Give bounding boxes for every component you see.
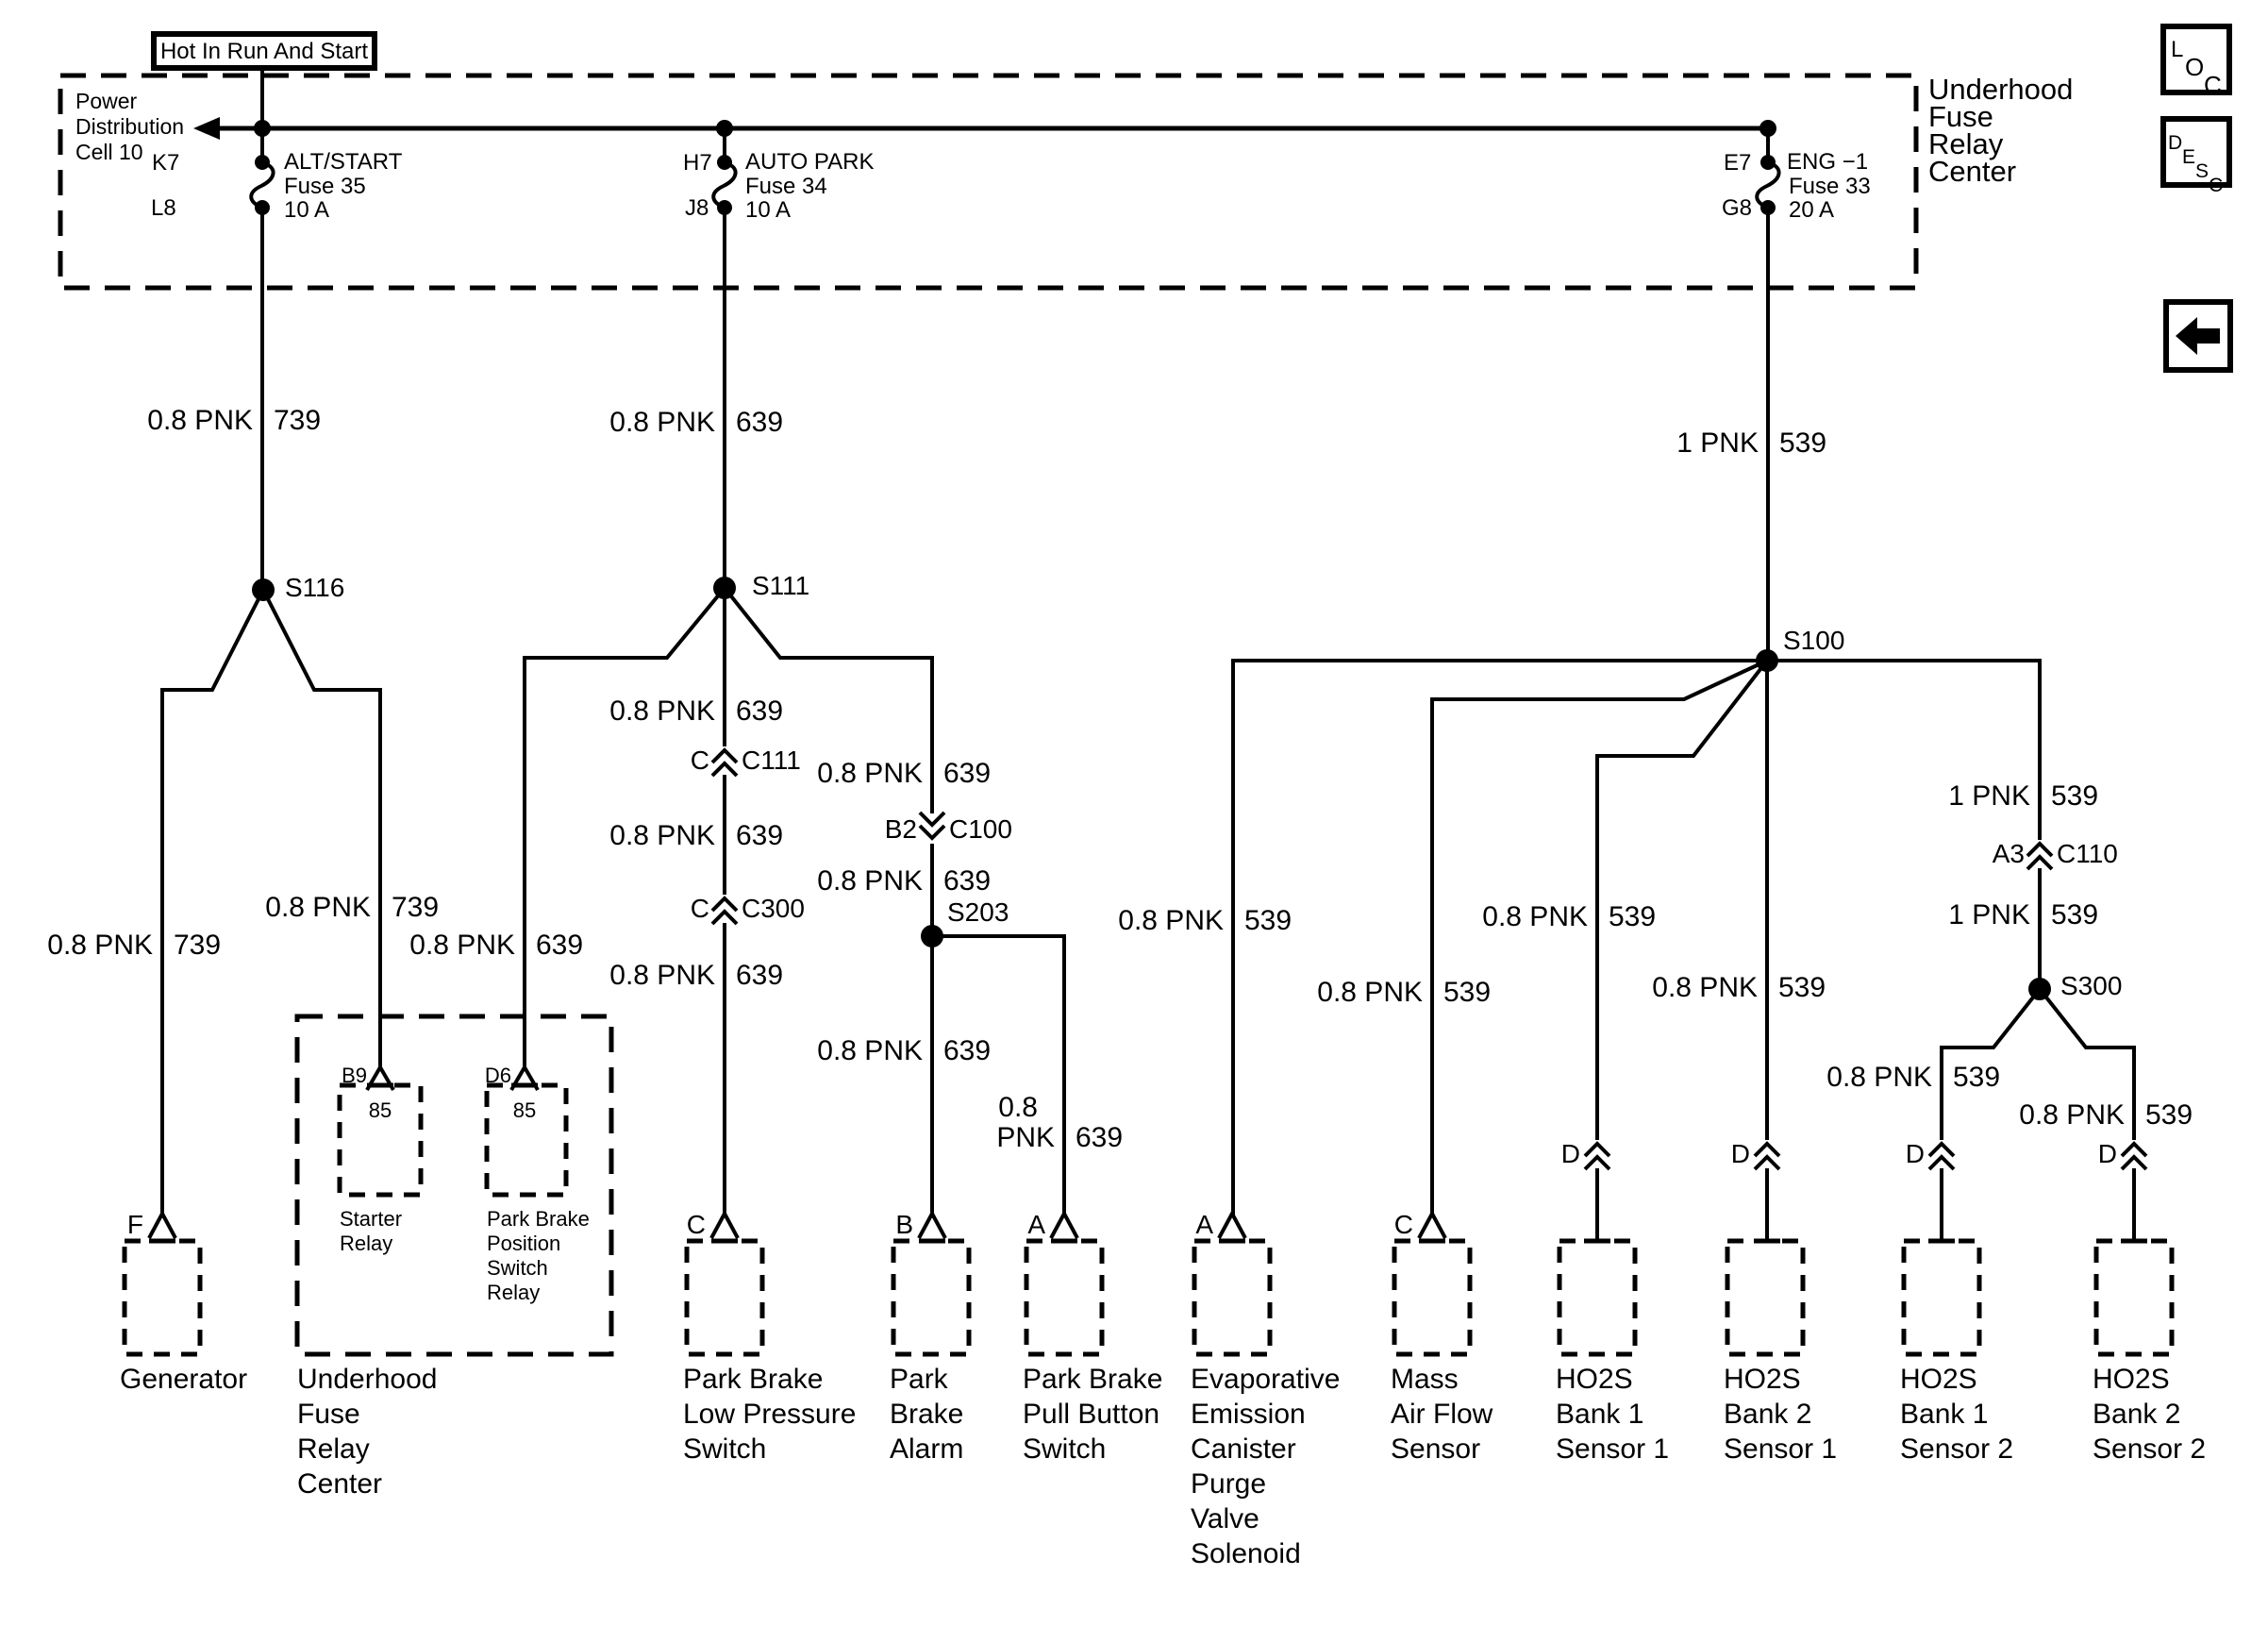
starter-relay-label-line: Relay	[340, 1232, 393, 1255]
ufrc-bottom-label-line: Underhood	[297, 1364, 438, 1395]
alarm-label-line: Park	[890, 1364, 948, 1395]
wire-label: 0.8 PNK	[2019, 1099, 2125, 1131]
junction-dots	[252, 120, 2051, 1000]
pbps-relay-label-line: Relay	[487, 1281, 541, 1304]
fuse1-bottom-pin: L8	[151, 195, 176, 221]
power-distribution-line: Power	[75, 89, 138, 113]
park-brake-pull-button-box	[1026, 1241, 1102, 1354]
fuse3-top-pin: E7	[1724, 150, 1752, 176]
dashed-boxes	[60, 34, 2172, 1354]
ufrc-top-label-line: Center	[1928, 155, 2017, 188]
fuse2-name: AUTO PARK	[745, 149, 875, 175]
starter-relay-terminal: 85	[368, 1098, 392, 1122]
alarm-label-line: Brake	[890, 1399, 964, 1430]
fuse1-rating: 10 A	[284, 197, 330, 223]
pull-button-label-line: Pull Button	[1023, 1399, 1160, 1430]
fuse1-top-pin: K7	[152, 150, 180, 176]
splice-s203-dot	[921, 925, 943, 947]
wire-label: 1 PNK	[1948, 899, 2030, 930]
d-pin-label: D	[2097, 1139, 2117, 1168]
wire-label: 639	[736, 960, 784, 991]
wire-label: PNK	[996, 1122, 1055, 1153]
power-distribution-line: Cell 10	[75, 140, 143, 164]
splice-s300-label: S300	[2060, 971, 2123, 1000]
inline-connectors	[706, 746, 2153, 1169]
pin-chevron-icon	[711, 1214, 738, 1238]
fuse2-id: Fuse 34	[745, 174, 827, 199]
pblp-label-line: Park Brake	[683, 1364, 824, 1395]
splice-s100-label: S100	[1783, 626, 1845, 655]
wire-label: 639	[736, 407, 784, 438]
splice-s111-label: S111	[752, 571, 810, 600]
maf-label-line: Mass	[1391, 1364, 1459, 1395]
wire-label: 1 PNK	[1676, 427, 1759, 459]
alarm-pin-label: B	[895, 1210, 913, 1239]
wire-label: 539	[2051, 780, 2099, 812]
wire-label: 539	[1244, 905, 1292, 936]
hot-in-run-label: Hot In Run And Start	[159, 39, 369, 64]
generator-box	[125, 1241, 200, 1354]
splice-s100-dot	[1756, 649, 1778, 672]
wire-s100-to-evap	[1233, 661, 1767, 1215]
c300-id-label: C300	[742, 894, 805, 923]
fuse2-rating: 10 A	[745, 197, 792, 223]
wire-label: 0.8 PNK	[1482, 901, 1588, 932]
wire-label: 0.8 PNK	[609, 407, 715, 438]
ufrc-bottom-label-line: Center	[297, 1468, 383, 1500]
ho2s-b2s1-box	[1727, 1241, 1803, 1354]
fuse2-bottom-terminal	[717, 200, 732, 215]
wire-label: 639	[736, 696, 784, 727]
wire-label: 539	[1609, 901, 1657, 932]
loc-button[interactable]	[2163, 26, 2229, 99]
maf-label-line: Sensor	[1391, 1433, 1481, 1465]
wire-label: 0.8 PNK	[817, 1035, 923, 1066]
fuse1-id: Fuse 35	[284, 174, 366, 199]
ho2s-b2s2-box	[2096, 1241, 2172, 1354]
c100-pin-label: B2	[884, 814, 917, 844]
c111-pin-label: C	[690, 746, 709, 775]
fuse3-bottom-terminal	[1760, 200, 1776, 215]
desc-letter: D	[2168, 132, 2183, 154]
wire-label: 539	[1953, 1062, 2001, 1093]
ufrc-top-label-line: Fuse	[1928, 100, 1993, 133]
wire-label: 739	[392, 892, 440, 923]
wire-label: 739	[174, 930, 222, 961]
wire-label: 0.8 PNK	[409, 930, 515, 961]
wire-labels	[47, 405, 2193, 1153]
junction-dot	[716, 120, 733, 137]
wire-label: 0.8 PNK	[265, 892, 371, 923]
fuse1-name: ALT/START	[284, 149, 403, 175]
ho2s-b2s1-label-line: Bank 2	[1724, 1399, 1812, 1430]
wire-label: 0.8 PNK	[817, 758, 923, 789]
wire-label: 0.8 PNK	[609, 820, 715, 851]
splice-s111-dot	[713, 577, 736, 599]
wire-s116-to-generator	[162, 590, 263, 1215]
wire-label: 0.8 PNK	[47, 930, 153, 961]
splice-s203-label: S203	[947, 897, 1009, 927]
pin-chevron-icon	[919, 1214, 945, 1238]
pblp-label-line: Low Pressure	[683, 1399, 857, 1430]
ufrc-bottom-label-line: Fuse	[297, 1399, 360, 1430]
wire-label: 0.8 PNK	[1826, 1062, 1932, 1093]
wire-label: 1 PNK	[1948, 780, 2030, 812]
evap-label-line: Valve	[1191, 1503, 1259, 1534]
generator-label: Generator	[120, 1364, 248, 1395]
ho2s-b1s1-label-line: Bank 1	[1556, 1399, 1644, 1430]
fuse1-top-terminal	[255, 155, 270, 170]
wire-label: 639	[943, 758, 992, 789]
ufrc-top-label-line: Relay	[1928, 127, 2004, 160]
left-arrowhead-icon	[193, 117, 220, 140]
wire-label: 639	[943, 1035, 992, 1066]
pull-button-pin-label: A	[1027, 1210, 1045, 1239]
wire-label: 539	[2145, 1099, 2193, 1131]
wire-label: 0.8 PNK	[817, 865, 923, 897]
splice-s116-label: S116	[285, 573, 345, 602]
ho2s-b2s2-label-line: Sensor 2	[2093, 1433, 2207, 1465]
fuse1-bottom-terminal	[255, 200, 270, 215]
pbps-relay-pin: D6	[484, 1064, 511, 1087]
wire-label: 539	[1443, 977, 1492, 1008]
desc-letter: E	[2182, 146, 2196, 168]
wire-label: 0.8 PNK	[1317, 977, 1423, 1008]
wire-label: 739	[274, 405, 322, 436]
pull-button-label-line: Park Brake	[1023, 1364, 1163, 1395]
fuse3-bottom-pin: G8	[1722, 195, 1753, 221]
pin-chevron-icon	[1419, 1214, 1445, 1238]
wire-label: 0.8 PNK	[609, 696, 715, 727]
ho2s-b2s2-label-line: Bank 2	[2093, 1399, 2181, 1430]
pbps-relay-label-line: Switch	[487, 1256, 548, 1280]
generator-pin-label: F	[126, 1210, 143, 1239]
pbps-relay-terminal: 85	[512, 1098, 537, 1122]
pblp-label-line: Switch	[683, 1433, 767, 1465]
pbps-relay-label-line: Position	[487, 1232, 561, 1255]
junction-dot	[1759, 120, 1776, 137]
wire-s100-to-s300	[1767, 661, 2040, 989]
ho2s-b2s1-label-line: Sensor 1	[1724, 1433, 1838, 1465]
splice-s116-dot	[252, 578, 275, 601]
fuse3-name: ENG −1	[1787, 149, 1869, 175]
wire-s100-to-maf	[1432, 661, 1767, 1215]
wire-label: 0.8 PNK	[1118, 905, 1224, 936]
wire-label: 0.8 PNK	[147, 405, 253, 436]
pin-chevron-icon	[149, 1214, 175, 1238]
pin-chevron-icon	[1219, 1214, 1245, 1238]
fuse3-top-terminal	[1760, 155, 1776, 170]
ufrc-top-label-line: Underhood	[1928, 73, 2074, 106]
c300-pin-label: C	[690, 894, 709, 923]
ho2s-b2s1-label-line: HO2S	[1724, 1364, 1801, 1395]
power-distribution-line: Distribution	[75, 114, 185, 139]
wire-label: 639	[536, 930, 584, 961]
wire-label: 639	[1076, 1122, 1124, 1153]
desc-letter: S	[2195, 160, 2210, 182]
fuse2-bottom-pin: J8	[685, 195, 709, 221]
alarm-label-line: Alarm	[890, 1433, 964, 1465]
starter-relay-pin: B9	[342, 1064, 367, 1087]
pin-chevron-icon	[1051, 1214, 1077, 1238]
wire-label: 0.8	[998, 1092, 1038, 1123]
ho2s-b2s2-label-line: HO2S	[2093, 1364, 2170, 1395]
evap-pin-label: A	[1195, 1210, 1213, 1239]
junction-dot	[254, 120, 271, 137]
pbps-relay-label-line: Park Brake	[487, 1207, 590, 1231]
fuse2-top-pin: H7	[683, 150, 712, 176]
pblp-pin-label: C	[686, 1210, 706, 1239]
loc-letter: L	[2171, 37, 2184, 62]
c111-id-label: C111	[742, 746, 801, 775]
back-arrow-icon	[2176, 317, 2220, 355]
maf-pin-label: C	[1393, 1210, 1413, 1239]
desc-button[interactable]	[2163, 119, 2229, 196]
ho2s-b1s2-label-line: Bank 1	[1900, 1399, 1989, 1430]
c110-id-label: C110	[2057, 839, 2118, 868]
ufrc-bottom-label-line: Relay	[297, 1433, 370, 1465]
ho2s-b1s1-label-line: HO2S	[1556, 1364, 1633, 1395]
evap-label-line: Evaporative	[1191, 1364, 1341, 1395]
evap-label-line: Solenoid	[1191, 1538, 1301, 1569]
ho2s-b1s2-label-line: HO2S	[1900, 1364, 1977, 1395]
wire-label: 539	[1778, 972, 1826, 1003]
ho2s-b1s1-box	[1559, 1241, 1635, 1354]
back-button[interactable]	[2166, 302, 2230, 370]
d-pin-label: D	[1905, 1139, 1925, 1168]
ho2s-b1s1-label-line: Sensor 1	[1556, 1433, 1670, 1465]
wire-label: 0.8 PNK	[1652, 972, 1758, 1003]
desc-letter: C	[2209, 175, 2224, 196]
wire-label: 0.8 PNK	[609, 960, 715, 991]
evap-label-line: Canister	[1191, 1433, 1296, 1465]
loc-letter: C	[2204, 71, 2222, 99]
d-pin-label: D	[1730, 1139, 1750, 1168]
pull-button-label-line: Switch	[1023, 1433, 1107, 1465]
ho2s-b1s2-box	[1904, 1241, 1979, 1354]
wire-label: 639	[943, 865, 992, 897]
splice-s300-dot	[2028, 978, 2051, 1000]
c100-id-label: C100	[949, 814, 1012, 844]
park-brake-alarm-box	[893, 1241, 969, 1354]
wire-label: 539	[2051, 899, 2099, 930]
evap-label-line: Emission	[1191, 1399, 1306, 1430]
d-pin-label: D	[1560, 1139, 1580, 1168]
wire-label: 639	[736, 820, 784, 851]
fuse3-rating: 20 A	[1789, 197, 1835, 223]
evap-label-line: Purge	[1191, 1468, 1267, 1500]
c110-pin-label: A3	[1992, 839, 2025, 868]
loc-letter: O	[2185, 53, 2205, 81]
wire-s116-to-starter-relay	[263, 590, 380, 1069]
fuse2-top-terminal	[717, 155, 732, 170]
fuse3-id: Fuse 33	[1789, 174, 1871, 199]
maf-label-line: Air Flow	[1391, 1399, 1493, 1430]
starter-relay-label-line: Starter	[340, 1207, 403, 1231]
ho2s-b1s2-label-line: Sensor 2	[1900, 1433, 2014, 1465]
maf-sensor-box	[1394, 1241, 1470, 1354]
wire-label: 539	[1779, 427, 1827, 459]
wire-s203-to-pull-button	[932, 936, 1064, 1215]
park-brake-low-pressure-box	[687, 1241, 762, 1354]
evap-solenoid-box	[1194, 1241, 1270, 1354]
